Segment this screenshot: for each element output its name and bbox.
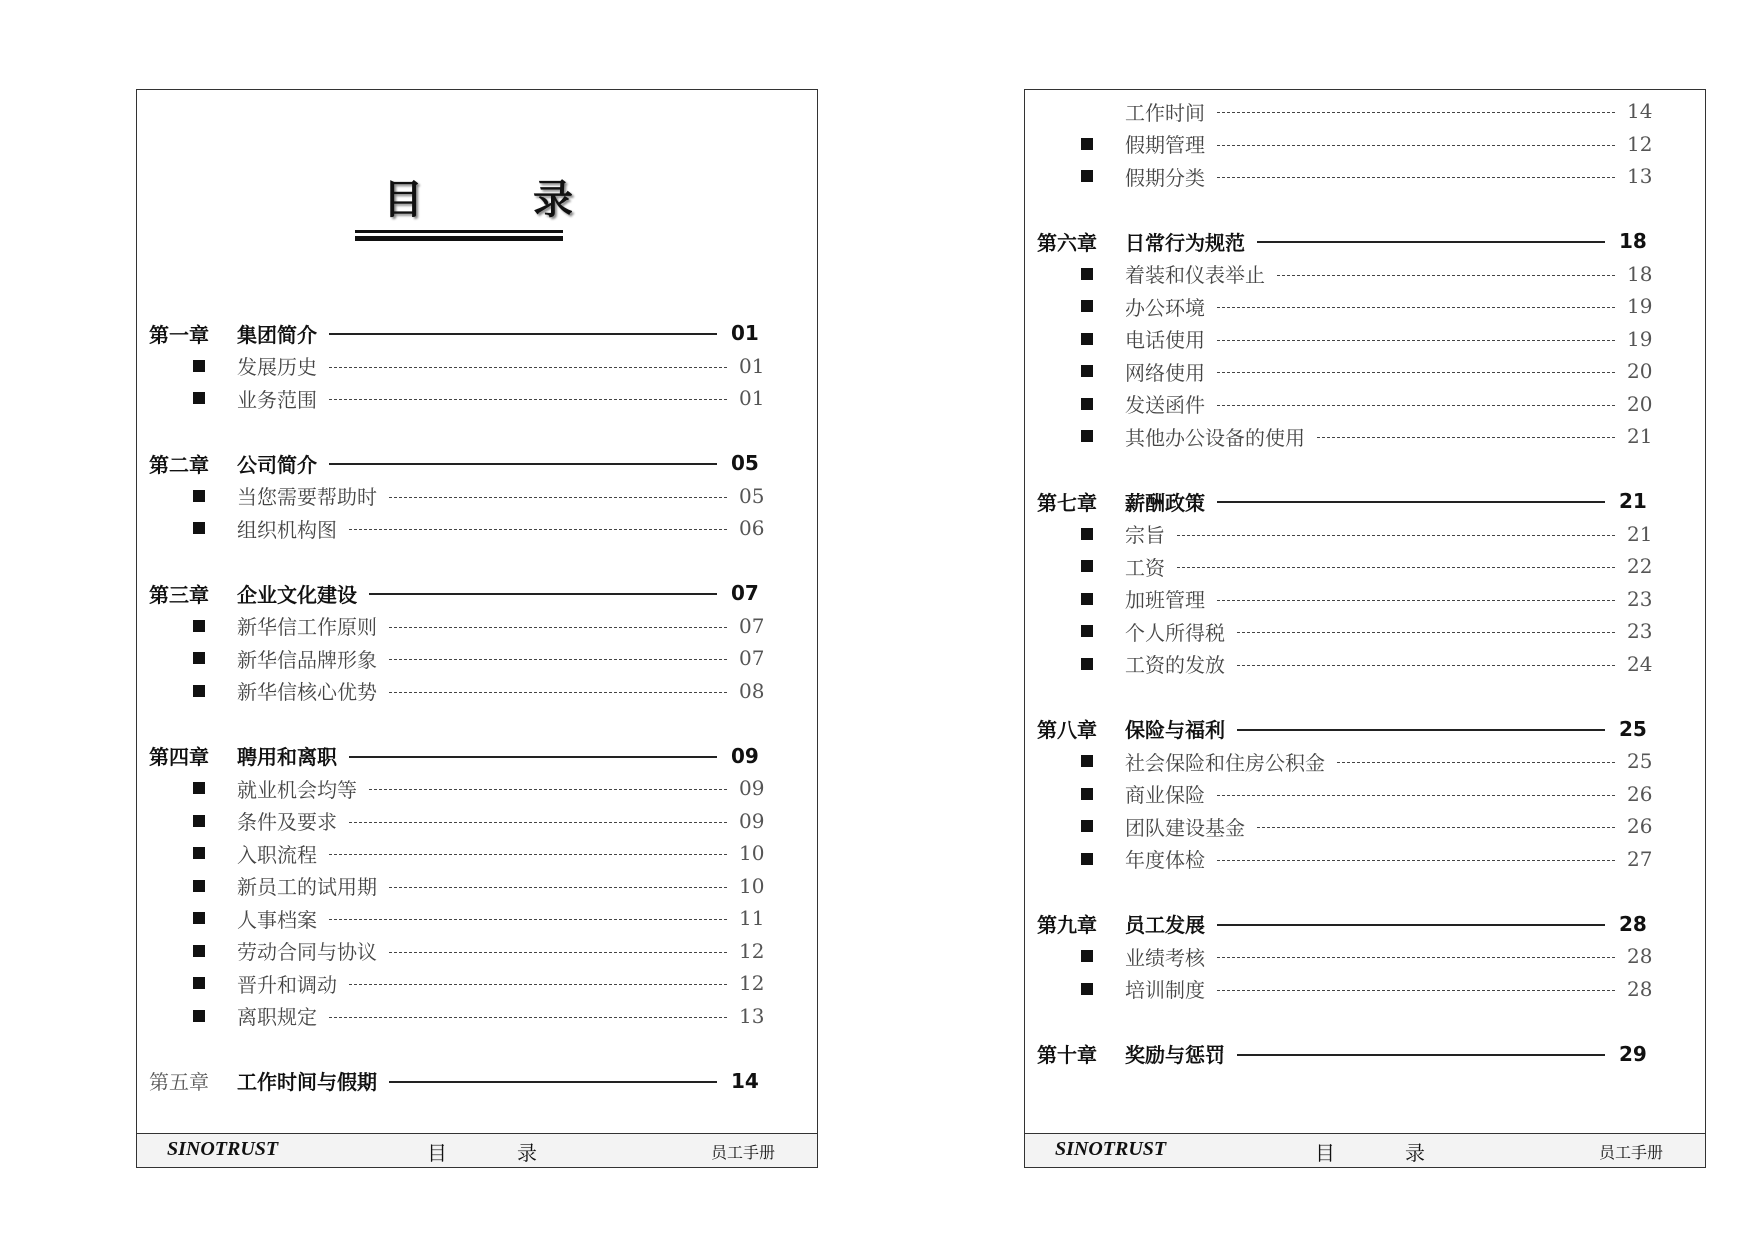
bullet-square-icon xyxy=(1081,365,1093,377)
bullet-square-icon xyxy=(1081,430,1093,442)
leader-line xyxy=(329,1017,727,1018)
bullet-square-icon xyxy=(193,685,205,697)
page-number: 09 xyxy=(739,808,765,833)
toc-chapter-row[interactable] xyxy=(1025,909,1705,939)
toc-section-row[interactable] xyxy=(1025,324,1705,354)
section-title: 社会保险和住房公积金 xyxy=(1125,750,1325,775)
section-title: 入职流程 xyxy=(237,842,317,867)
page-number: 23 xyxy=(1627,586,1653,611)
chapter-title: 奖励与惩罚 xyxy=(1125,1043,1225,1067)
toc-section-row[interactable] xyxy=(137,806,817,836)
leader-line xyxy=(1217,112,1615,113)
toc-title xyxy=(137,168,819,225)
toc-section-row[interactable] xyxy=(137,968,817,998)
toc-section-row[interactable] xyxy=(1025,161,1705,191)
leader-line xyxy=(1177,535,1615,536)
bullet-square-icon xyxy=(1081,138,1093,150)
page-number: 28 xyxy=(1619,911,1647,936)
bullet-square-icon xyxy=(193,912,205,924)
leader-line xyxy=(1217,145,1615,146)
chapter-number: 第九章 xyxy=(1037,913,1097,937)
chapter-number: 第一章 xyxy=(149,322,209,347)
page-number: 18 xyxy=(1627,261,1653,286)
toc-section-row[interactable] xyxy=(137,1001,817,1031)
bullet-square-icon xyxy=(193,945,205,957)
leader-line xyxy=(389,692,727,693)
bullet-square-icon xyxy=(1081,268,1093,280)
leader-line xyxy=(1217,600,1615,601)
bullet-square-icon xyxy=(1081,853,1093,865)
bullet-square-icon xyxy=(1081,625,1093,637)
bullet-square-icon xyxy=(193,977,205,989)
toc-section-row[interactable] xyxy=(1025,356,1705,386)
section-title: 新华信品牌形象 xyxy=(237,647,377,672)
leader-line xyxy=(1217,957,1615,958)
section-title: 新华信核心优势 xyxy=(237,680,377,704)
leader-line xyxy=(389,659,727,660)
section-title: 新员工的试用期 xyxy=(237,875,377,899)
bullet-square-icon xyxy=(1081,528,1093,540)
bullet-square-icon xyxy=(193,880,205,892)
footer-section-title: 目 录 xyxy=(427,1141,537,1165)
section-title: 假期管理 xyxy=(1125,133,1205,157)
toc-chapter-row[interactable] xyxy=(137,578,817,608)
chapter-number: 第六章 xyxy=(1037,230,1097,255)
leader-line xyxy=(1237,665,1615,666)
page-number: 28 xyxy=(1627,944,1653,968)
section-title: 工资 xyxy=(1125,555,1165,580)
bullet-square-icon xyxy=(1081,593,1093,605)
leader-line xyxy=(1217,177,1615,178)
bullet-square-icon xyxy=(1081,820,1093,832)
toc-section-row[interactable] xyxy=(1025,746,1705,776)
toc-title-char-1: 目 xyxy=(383,177,423,223)
section-title: 假期分类 xyxy=(1125,165,1205,190)
page-number: 05 xyxy=(739,483,765,508)
leader-line xyxy=(1217,405,1615,406)
title-underline xyxy=(355,230,563,241)
toc-chapter-row[interactable] xyxy=(137,1066,817,1096)
toc-section-row[interactable] xyxy=(1025,844,1705,874)
section-title: 年度体检 xyxy=(1125,848,1205,872)
chapter-number: 第二章 xyxy=(149,452,209,477)
bullet-square-icon xyxy=(1081,950,1093,962)
page-number: 27 xyxy=(1627,846,1653,871)
toc-section-row[interactable] xyxy=(1025,941,1705,971)
section-title: 业绩考核 xyxy=(1125,945,1205,970)
leader-line xyxy=(1257,241,1605,243)
toc-chapter-row[interactable] xyxy=(1025,714,1705,744)
page-number: 01 xyxy=(739,353,765,378)
leader-line xyxy=(1237,1054,1605,1056)
page-number: 08 xyxy=(739,678,765,703)
bullet-square-icon xyxy=(193,360,205,372)
page-footer xyxy=(1025,1133,1705,1167)
page-number: 14 xyxy=(731,1068,759,1093)
chapter-title: 工作时间与假期 xyxy=(237,1070,377,1094)
leader-line xyxy=(329,333,717,335)
footer-brand: SINOTRUST xyxy=(1055,1138,1167,1160)
page-number: 07 xyxy=(739,646,765,670)
leader-line xyxy=(1337,762,1615,763)
bullet-square-icon xyxy=(1081,398,1093,410)
section-title: 条件及要求 xyxy=(237,810,337,834)
toc-section-row[interactable] xyxy=(1025,551,1705,581)
leader-line xyxy=(1237,729,1605,731)
toc-chapter-row[interactable] xyxy=(1025,226,1705,256)
toc-section-row[interactable] xyxy=(137,838,817,868)
chapter-title: 公司简介 xyxy=(237,452,317,477)
leader-line xyxy=(1277,275,1615,276)
bullet-square-icon xyxy=(193,847,205,859)
page-number: 21 xyxy=(1627,521,1653,546)
leader-line xyxy=(389,1081,717,1083)
leader-line xyxy=(349,822,727,823)
toc-section-row[interactable] xyxy=(1025,584,1705,614)
toc-section-row[interactable] xyxy=(137,513,817,543)
page-footer xyxy=(137,1133,817,1167)
bullet-square-icon xyxy=(1081,560,1093,572)
bullet-square-icon xyxy=(193,392,205,404)
toc-section-row[interactable] xyxy=(1025,616,1705,646)
leader-line xyxy=(1217,860,1615,861)
leader-line xyxy=(389,627,727,628)
page-number: 28 xyxy=(1627,976,1653,1001)
section-title: 宗旨 xyxy=(1125,523,1165,547)
page-number: 19 xyxy=(1627,294,1653,318)
chapter-title: 日常行为规范 xyxy=(1125,230,1245,255)
page-number: 18 xyxy=(1619,229,1647,253)
toc-chapter-row[interactable] xyxy=(137,741,817,771)
chapter-number: 第八章 xyxy=(1037,718,1097,742)
leader-line xyxy=(369,789,727,790)
toc-section-row[interactable] xyxy=(137,676,817,706)
section-title: 发展历史 xyxy=(237,355,317,379)
leader-line xyxy=(329,399,727,400)
chapter-title: 薪酬政策 xyxy=(1125,490,1205,515)
leader-line xyxy=(349,984,727,985)
page-number: 11 xyxy=(739,906,765,930)
page-number: 01 xyxy=(739,386,765,410)
page-number: 24 xyxy=(1627,651,1653,676)
toc-section-row[interactable] xyxy=(137,383,817,413)
leader-line xyxy=(349,529,727,530)
page-number: 01 xyxy=(731,321,759,345)
section-title: 其他办公设备的使用 xyxy=(1125,425,1305,450)
page-number: 21 xyxy=(1627,424,1653,448)
page-number: 14 xyxy=(1627,99,1653,123)
leader-line xyxy=(1177,567,1615,568)
footer-manual-name: 员工手册 xyxy=(1599,1143,1664,1162)
section-title: 网络使用 xyxy=(1125,360,1205,385)
toc-section-row[interactable] xyxy=(137,871,817,901)
section-title: 培训制度 xyxy=(1125,978,1205,1002)
section-title: 人事档案 xyxy=(237,907,317,932)
section-title: 晋升和调动 xyxy=(237,972,337,997)
toc-section-row[interactable] xyxy=(1025,259,1705,289)
section-title: 发送函件 xyxy=(1125,393,1205,417)
bullet-square-icon xyxy=(193,522,205,534)
section-title: 工资的发放 xyxy=(1125,653,1225,677)
bullet-square-icon xyxy=(193,490,205,502)
bullet-square-icon xyxy=(193,782,205,794)
footer-brand: SINOTRUST xyxy=(167,1138,279,1160)
page-number: 10 xyxy=(739,873,765,898)
toc-section-row[interactable] xyxy=(1025,811,1705,841)
bullet-square-icon xyxy=(193,815,205,827)
leader-line xyxy=(1217,924,1605,926)
page-number: 12 xyxy=(1627,131,1653,156)
bullet-square-icon xyxy=(1081,755,1093,767)
page-number: 21 xyxy=(1619,489,1647,513)
page-number: 26 xyxy=(1627,814,1653,838)
leader-line xyxy=(1317,437,1615,438)
leader-line xyxy=(1217,501,1605,503)
page-number: 25 xyxy=(1619,716,1647,741)
toc-section-row[interactable] xyxy=(1025,421,1705,451)
page-number: 19 xyxy=(1627,326,1653,351)
toc-chapter-row[interactable] xyxy=(1025,486,1705,516)
bullet-square-icon xyxy=(193,652,205,664)
leader-line xyxy=(329,919,727,920)
toc-section-row[interactable] xyxy=(1025,389,1705,419)
page-number: 07 xyxy=(739,613,765,638)
bullet-square-icon xyxy=(193,1010,205,1022)
toc-page-left xyxy=(136,89,818,1168)
leader-line xyxy=(1217,990,1615,991)
page-number: 29 xyxy=(1619,1041,1647,1066)
section-title: 办公环境 xyxy=(1125,295,1205,320)
chapter-number: 第五章 xyxy=(149,1070,209,1094)
footer-section-title: 目 录 xyxy=(1315,1141,1425,1165)
page-number: 20 xyxy=(1627,391,1653,416)
toc-section-row[interactable] xyxy=(137,643,817,673)
leader-line xyxy=(1257,827,1615,828)
page-number: 09 xyxy=(731,743,759,768)
toc-section-row[interactable] xyxy=(137,903,817,933)
toc-section-row[interactable] xyxy=(1025,129,1705,159)
leader-line xyxy=(349,756,717,758)
section-title: 业务范围 xyxy=(237,387,317,412)
toc-section-row[interactable] xyxy=(1025,291,1705,321)
bullet-square-icon xyxy=(193,620,205,632)
page-number: 13 xyxy=(1627,164,1653,188)
bullet-square-icon xyxy=(1081,788,1093,800)
toc-section-row[interactable] xyxy=(1025,96,1705,126)
page-number: 10 xyxy=(739,841,765,865)
section-title: 个人所得税 xyxy=(1125,620,1225,645)
toc-section-row[interactable] xyxy=(137,936,817,966)
leader-line xyxy=(389,497,727,498)
section-title: 加班管理 xyxy=(1125,588,1205,612)
section-title: 当您需要帮助时 xyxy=(237,485,377,509)
bullet-square-icon xyxy=(1081,300,1093,312)
page-number: 22 xyxy=(1627,554,1653,578)
page-number: 05 xyxy=(731,451,759,475)
leader-line xyxy=(1217,795,1615,796)
section-title: 商业保险 xyxy=(1125,783,1205,807)
chapter-title: 保险与福利 xyxy=(1125,718,1225,742)
leader-line xyxy=(389,952,727,953)
page-number: 23 xyxy=(1627,619,1653,643)
section-title: 团队建设基金 xyxy=(1125,815,1245,840)
toc-section-row[interactable] xyxy=(1025,779,1705,809)
page-number: 07 xyxy=(731,581,759,605)
toc-section-row[interactable] xyxy=(137,481,817,511)
section-title: 劳动合同与协议 xyxy=(237,940,377,964)
page-number: 06 xyxy=(739,516,765,540)
page-number: 13 xyxy=(739,1003,765,1028)
bullet-square-icon xyxy=(1081,333,1093,345)
leader-line xyxy=(389,887,727,888)
section-title: 就业机会均等 xyxy=(237,777,357,802)
page-number: 26 xyxy=(1627,781,1653,806)
chapter-number: 第七章 xyxy=(1037,490,1097,515)
toc-section-row[interactable] xyxy=(1025,519,1705,549)
toc-chapter-row[interactable] xyxy=(1025,1039,1705,1069)
leader-line xyxy=(1217,372,1615,373)
chapter-title: 聘用和离职 xyxy=(237,745,337,769)
section-title: 电话使用 xyxy=(1125,328,1205,352)
chapter-title: 企业文化建设 xyxy=(237,582,357,607)
toc-section-row[interactable] xyxy=(1025,974,1705,1004)
chapter-number: 第四章 xyxy=(149,745,209,769)
toc-page-right xyxy=(1024,89,1706,1168)
chapter-title: 集团简介 xyxy=(237,322,317,347)
leader-line xyxy=(329,854,727,855)
page-number: 12 xyxy=(739,971,765,995)
section-title: 组织机构图 xyxy=(237,517,337,542)
chapter-number: 第十章 xyxy=(1037,1043,1097,1067)
page-number: 20 xyxy=(1627,359,1653,383)
leader-line xyxy=(1217,340,1615,341)
page-number: 12 xyxy=(739,938,765,963)
section-title: 工作时间 xyxy=(1125,100,1205,125)
toc-title-char-2: 录 xyxy=(533,177,573,223)
bullet-square-icon xyxy=(1081,170,1093,182)
leader-line xyxy=(329,367,727,368)
toc-section-row[interactable] xyxy=(137,351,817,381)
page-number: 25 xyxy=(1627,749,1653,773)
toc-section-row[interactable] xyxy=(137,611,817,641)
section-title: 离职规定 xyxy=(237,1005,317,1029)
leader-line xyxy=(329,463,717,465)
toc-section-row[interactable] xyxy=(137,773,817,803)
leader-line xyxy=(1237,632,1615,633)
page-number: 09 xyxy=(739,776,765,800)
chapter-number: 第三章 xyxy=(149,582,209,607)
bullet-square-icon xyxy=(1081,983,1093,995)
toc-chapter-row[interactable] xyxy=(137,448,817,478)
leader-line xyxy=(1217,307,1615,308)
chapter-title: 员工发展 xyxy=(1125,913,1205,937)
section-title: 新华信工作原则 xyxy=(237,615,377,639)
section-title: 着装和仪表举止 xyxy=(1125,263,1265,287)
footer-manual-name: 员工手册 xyxy=(711,1143,776,1162)
bullet-square-icon xyxy=(1081,658,1093,670)
leader-line xyxy=(369,593,717,595)
toc-section-row[interactable] xyxy=(1025,649,1705,679)
toc-chapter-row[interactable] xyxy=(137,318,817,348)
